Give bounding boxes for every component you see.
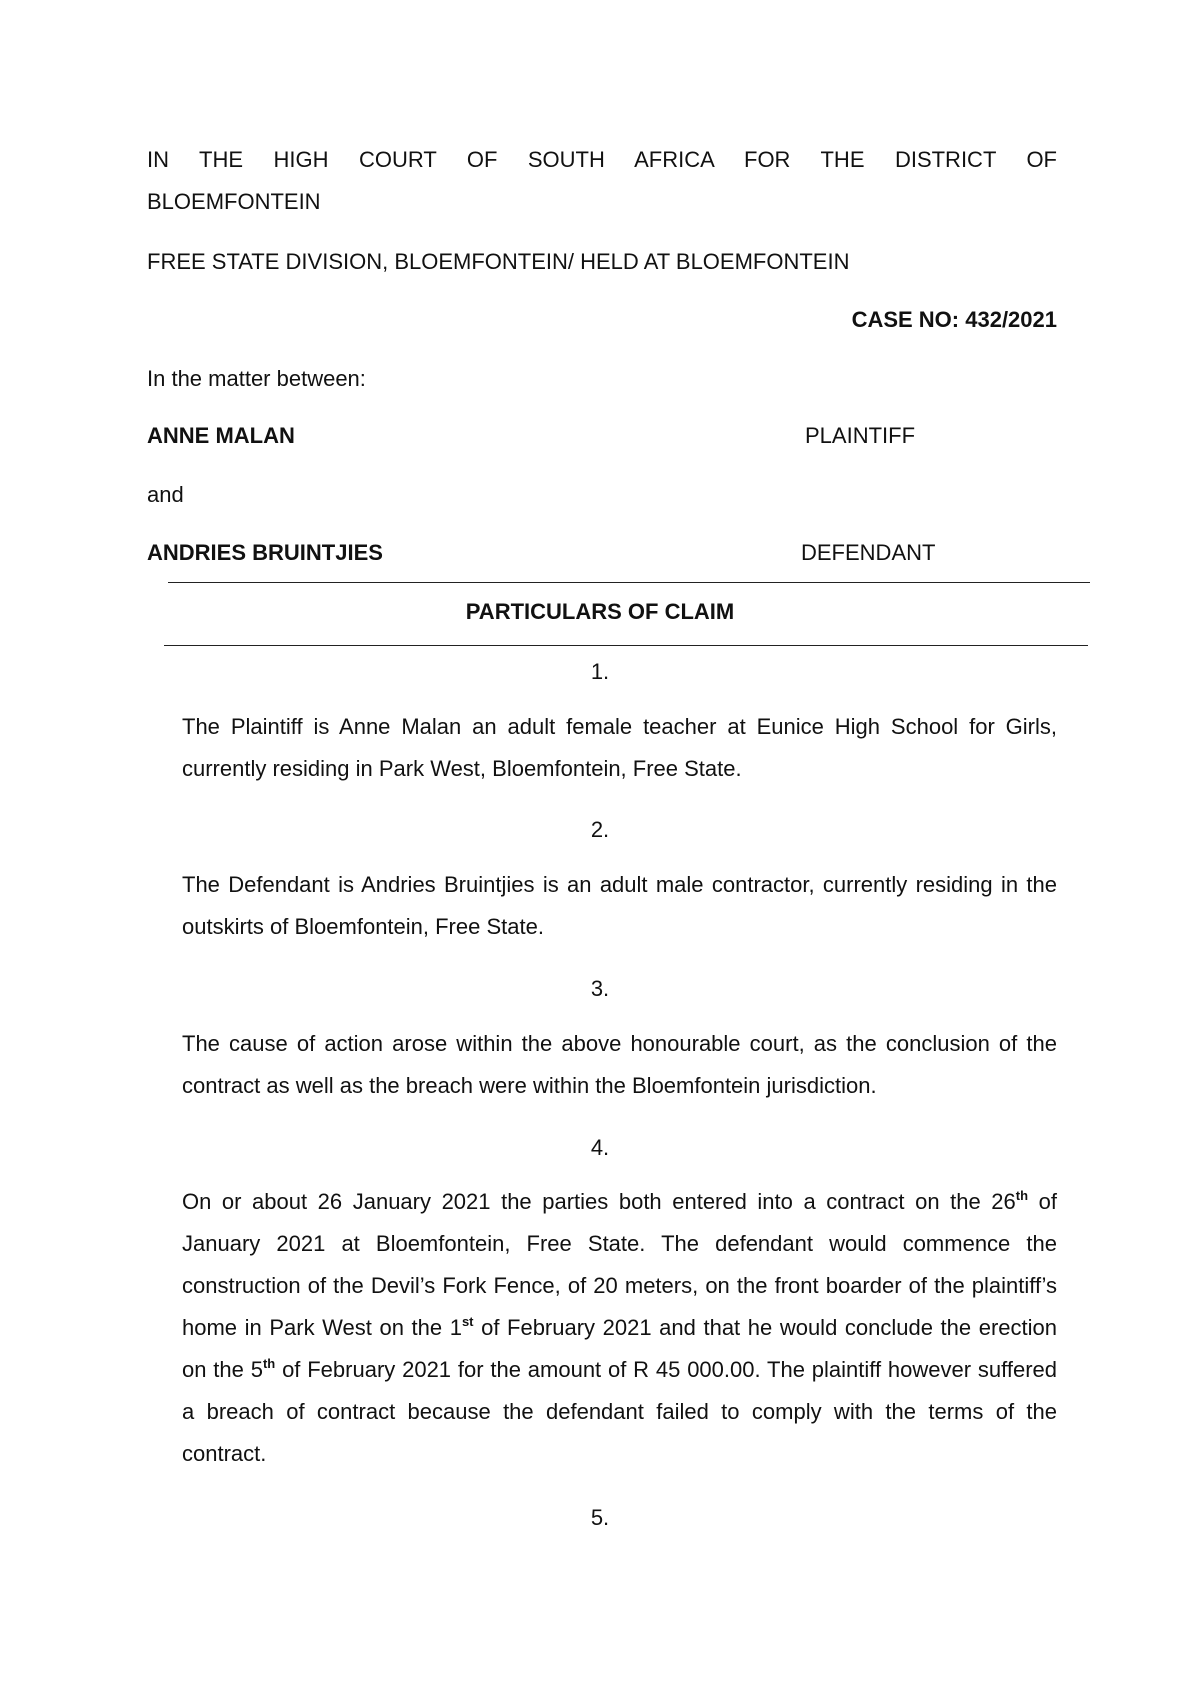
court-division: FREE STATE DIVISION, BLOEMFONTEIN/ HELD AT BLOEMFONTEIN (147, 249, 850, 274)
paragraph-text: The Defendant is Andries Bruintjies is an adult male contractor, currently residing in the outskirts of Bloemfontein, Free State. (182, 872, 1057, 939)
paragraph-text-segment: of February 2021 and that he would conclude the erection on the 5 (182, 1315, 1057, 1382)
court-title-line-1: IN THE HIGH COURT OF SOUTH AFRICA FOR THE DISTRICT OF (147, 147, 1057, 172)
plaintiff-name: ANNE MALAN (147, 423, 295, 448)
defendant-role: DEFENDANT (801, 540, 936, 565)
paragraph-text-segment: of January 2021 at Bloemfontein, Free State. The defendant would commence the construction of the Devil’s Fork Fence, of 20 meters, on the front boarder of the plaintiff’s home in Park West on the 1 (182, 1189, 1057, 1340)
paragraph-text-segment: of February 2021 for the amount of R 45 000.00. The plaintiff however suffered a breach of contract because the defendant failed to comply with the terms of the contract. (182, 1357, 1057, 1466)
paragraph-text: The Plaintiff is Anne Malan an adult female teacher at Eunice High School for Girls, currently residing in Park West, Bloemfontein, Free State. (182, 714, 1057, 781)
ordinal-suffix: th (262, 1356, 276, 1371)
plaintiff-role: PLAINTIFF (805, 423, 916, 448)
paragraph-text: The cause of action arose within the above honourable court, as the conclusion of the contract as well as the breach were within the Bloemfontein jurisdiction. (182, 1031, 1057, 1098)
defendant-name: ANDRIES BRUINTJIES (147, 540, 383, 565)
heading-rule-top (168, 582, 1090, 583)
case-number: CASE NO: 432/2021 (851, 307, 1057, 332)
paragraph-number: 5. (590, 1505, 610, 1530)
ordinal-suffix: st (461, 1314, 474, 1329)
particulars-heading: PARTICULARS OF CLAIM (465, 599, 735, 624)
matter-intro: In the matter between: (147, 366, 366, 391)
paragraph-number: 2. (590, 817, 610, 842)
paragraph-text-segment: On or about 26 January 2021 the parties both entered into a contract on the 26 (182, 1189, 1016, 1214)
paragraph-number: 4. (590, 1135, 610, 1160)
paragraph-number: 3. (590, 976, 610, 1001)
ordinal-suffix: th (1015, 1188, 1029, 1203)
court-title-line-2: BLOEMFONTEIN (147, 189, 321, 214)
paragraph-number: 1. (590, 659, 610, 684)
party-conjunction: and (147, 482, 184, 507)
heading-rule-bottom (164, 645, 1088, 646)
paragraph-text (182, 1181, 1057, 1475)
